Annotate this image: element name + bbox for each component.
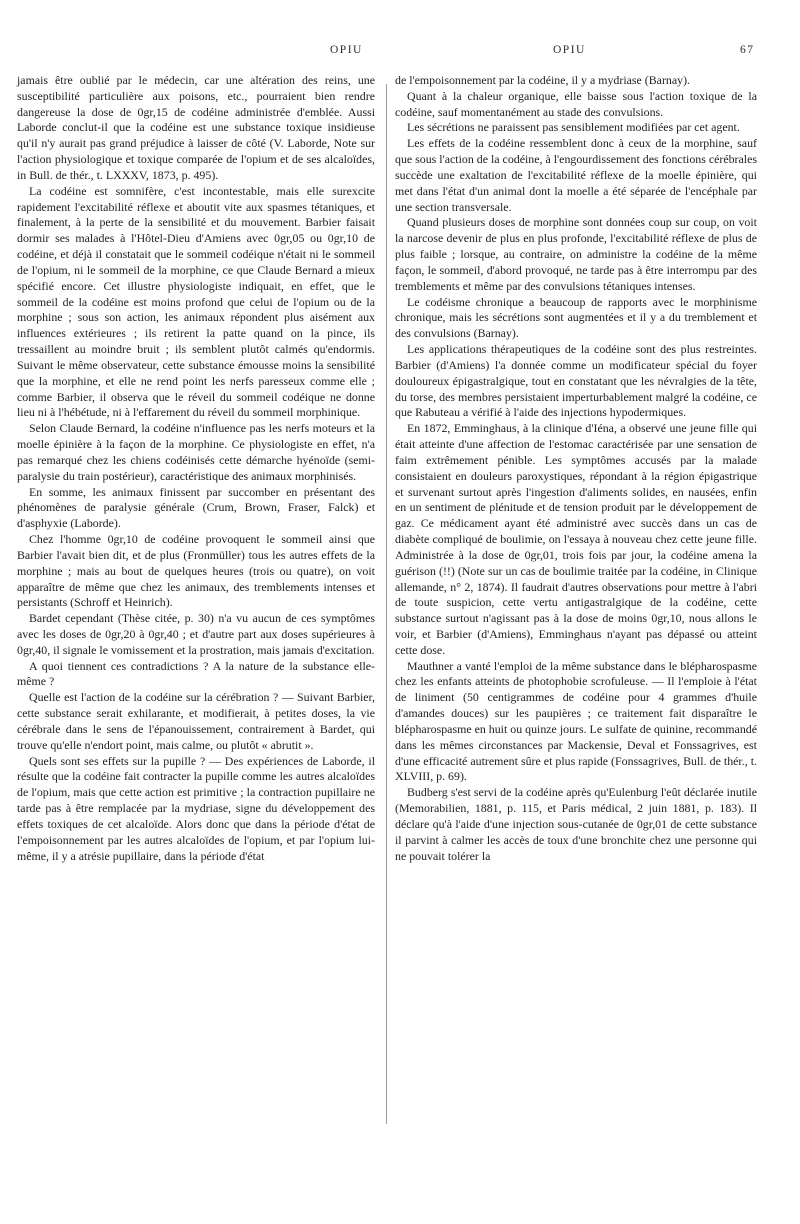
running-head-right: OPIU <box>553 44 586 56</box>
paragraph: Bardet cependant (Thèse citée, p. 30) n'a vu aucun de ces symptômes avec les doses de 0gr,20 à 0gr,40 ; et d'autre part aux doses supérieures à 0gr,40, il signale le vomissement et la prostration, mais jamais d'excitation. <box>17 611 375 657</box>
paragraph: de l'empoisonnement par la codéine, il y a mydriase (Barnay). <box>395 73 691 87</box>
left-column <box>17 73 375 864</box>
running-head-left: OPIU <box>330 44 363 56</box>
page-number: 67 <box>740 44 755 56</box>
paragraph: Quant à la chaleur organique, elle baisse sous l'action toxique de la codéine, sauf momentanément au stade des convulsions. <box>395 88 757 119</box>
paragraph: Chez l'homme 0gr,10 de codéine provoquent le sommeil ainsi que Barbier l'avait bien dit, et de plus (Fronmüller) tous les autres effets de la morphine ; mais au bout de quelques heures (trois ou quatre), on voit apparaître de même que chez les animaux, des tremblements intenses et persistants (Schroff et Heinrich). <box>17 532 375 610</box>
paragraph: La codéine est somnifère, c'est incontestable, mais elle surexcite rapidement l'excitabilité réflexe et aboutit vite aux spasmes tétaniques, et finalement, à la perte de la sensibilité et du mouvement. Barbier faisait dormir ses malades à l'Hôtel-Dieu d'Amiens avec 0gr,05 ou 0gr,10 de codéine, et déjà il constatait que le sommeil codéique n'était ni le sommeil de l'opium, ni le sommeil de la morphine, ce que Claude Bernard a mieux spécifié encore. Cet illustre physiologiste indiquait, en effet, que le sommeil de la codéine est moins profond que celui de l'opium ou de la morphine ; sous son action, les animaux répondent plus aisément aux influences extérieures ; ils retirent la patte quand on la pince, ils tressaillent au moindre bruit ; ils semblent plutôt calmés qu'endormis. Suivant le même observateur, cette substance émousse moins la sensibilité que la morphine, et elle ne rend point les nerfs paresseux comme elle ; comme Barbier, il observa que le réveil du sommeil codéique ne donne lieu ni à l'hébétude, ni à l'effarement du réveil du sommeil morphinique. <box>17 183 375 420</box>
paragraph: Les effets de la codéine ressemblent donc à ceux de la morphine, sauf que sous l'action de la codéine, à l'engourdissement des fonctions cérébrales succède une exaltation de l'excitabilité réflexe de la moelle épinière, qui met dans l'état d'un animal dont la moelle a été séparée de l'encéphale par une section transversale. <box>395 136 757 214</box>
paragraph: Quels sont ses effets sur la pupille ? — Des expériences de Laborde, il résulte que la codéine fait contracter la pupille comme les autres alcaloïdes de l'opium, mais que cette action est primitive ; la contraction pupillaire ne tarde pas à être remplacée par la mydriase, signe du développement des effets toxiques de cet alcaloïde. Alors donc que dans la période d'état de l'empoisonnement par les autres alcaloïdes de l'opium, et par l'opium lui-même, il y a atrésie pupillaire, dans la période d'état <box>17 753 375 863</box>
paragraph: Quand plusieurs doses de morphine sont données coup sur coup, on voit la narcose devenir de plus en plus profonde, l'excitabilité réflexe de plus de plus faible ; lorsque, au contraire, on administre la codéine de la même façon, le sommeil, d'abord provoqué, ne tarde pas à être interrompu par des tremblements et même par des convulsions tétaniques intenses. <box>395 215 757 293</box>
paragraph: Quelle est l'action de la codéine sur la cérébration ? — Suivant Barbier, cette substance serait exhilarante, et modifierait, à petites doses, la vie cérébrale dans le sens de l'épanouissement, contrairement à Bardet, qui trouve qu'elle n'endort point, mais calme, ou plutôt « abrutit ». <box>17 690 375 752</box>
paragraph: jamais être oublié par le médecin, car une altération des reins, une susceptibilité particulière aux poisons, etc., pourraient bien rendre dangereuse la dose de 0gr,15 de codéine administrée d'emblée. Aussi Laborde conclut-il que la codéine est une substance toxique insidieuse qu'il n'y aurait pas grand préjudice à laisser de côté (V. Laborde, Note sur l'action physiologique et toxique comparée de l'opium et de ses alcaloïdes, in Bull. de thér., t. LXXXV, 1873, p. 495). <box>17 73 375 182</box>
paragraph: Selon Claude Bernard, la codéine n'influence pas les nerfs moteurs et la moelle épinière à la façon de la morphine. Ce physiologiste en effet, n'a pas remarqué chez les chiens codéinisés cette démarche hyénoïde (semi-paralysie du train postérieur), caractéristique des animaux morphinisés. <box>17 421 375 483</box>
paragraph: En 1872, Emminghaus, à la clinique d'Iéna, a observé une jeune fille qui était atteinte d'une affection de l'estomac caractérisée par une sensation de faim extrêmement pénible. Les symptômes accusés par la malade consistaient en douleurs paroxystiques, répondant à la région épigastrique et survenant surtout après l'ingestion d'aliments solides, en nausées, enfin en un sentiment de plénitude et de tension produit par le développement de gaz. Ce médicament ayant été administré avec succès dans un cas de diabète compliqué de boulimie, on l'essaya à nouveau chez cette jeune fille. Administrée à la dose de 0gr,01, trois fois par jour, la codéine amena la guérison (!!) (Note sur un cas de boulimie traitée par la codéine, in Clinique allemande, n° 2, 1874). Il faudrait d'autres observations pour mettre à l'abri de toute suspicion, cette vertu antigastralgique de la codéine, cette substance surtout n'agissant pas à la dose de moins 0gr,10, nous allons le voir, et Barbier (d'Amiens), Emminghaus n'ayant pas dépassé ou atteint cette dose. <box>395 421 757 657</box>
right-column <box>395 73 757 864</box>
paragraph: Les applications thérapeutiques de la codéine sont des plus restreintes. Barbier (d'Amiens) l'a donnée comme un modificateur spécial du foyer douloureux épigastralgique, tout en constatant que les névralgies de la tête, du torse, des membres persistaient imperturbablement malgré la codéine, ce que Rabuteau a vérifié à l'aide des injections hypodermiques. <box>395 342 757 420</box>
column-divider <box>386 84 387 1124</box>
paragraph: Le codéisme chronique a beaucoup de rapports avec le morphinisme chronique, mais les sécrétions sont augmentées et il y a du tremblement et des convulsions (Barnay). <box>395 294 757 341</box>
paragraph: A quoi tiennent ces contradictions ? A la nature de la substance elle-même ? <box>17 658 375 689</box>
paragraph: En somme, les animaux finissent par succomber en présentant des phénomènes de paralysie générale (Crum, Brown, Fraser, Falck) et d'asphyxie (Laborde). <box>17 484 375 531</box>
paragraph: Mauthner a vanté l'emploi de la même substance dans le blépharospasme chez les enfants atteints de photophobie scrofuleuse. — Il l'emploie à l'état de liniment (50 centigrammes de codéine pour 4 grammes d'huile d'amandes douces) sur les paupières ; ce traitement fait disparaître le blépharospasme en huit ou quinze jours. Le sulfate de quinine, recommandé dans les mêmes circonstances par Mackensie, Deval et Fonssagrives, est d'une efficacité autrement sûre et plus rapide (Fonssagrives, Bull. de thér., t. XLVIII, p. 69). <box>395 658 757 784</box>
paragraph: Budberg s'est servi de la codéine après qu'Eulenburg l'eût déclarée inutile (Memorabilien, 1881, p. 115, et Paris médical, 2 juin 1881, p. 183). Il déclare qu'à l'aide d'une injection sous-cutanée de 0gr,01 de cette substance il parvint à calmer les accès de toux d'une bronchite chez une personne qui ne pouvait tolérer la <box>395 785 757 863</box>
paragraph: Les sécrétions ne paraissent pas sensiblement modifiées par cet agent. <box>407 120 740 135</box>
